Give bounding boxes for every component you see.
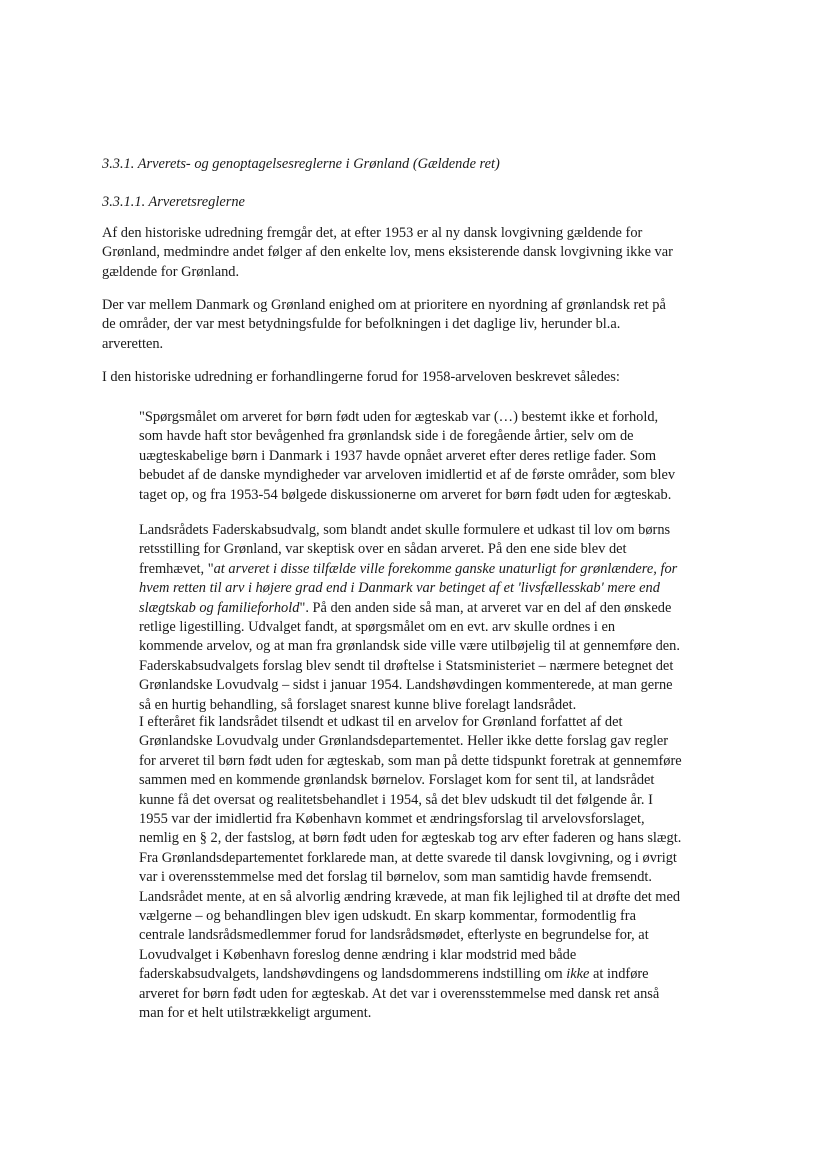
paragraph-2 [102,296,742,354]
text-line: I efteråret fik landsrådet tilsendt et udkast til en arvelov for Grønland forfattet af det [139,714,623,730]
quote-paragraph-1 [139,408,745,505]
text-line: Grønlandske Lovudvalg under Grønlandsdepartementet. Heller ikke dette forslag gav regler [139,733,669,750]
text-line: Grønlandske Lovudvalg – sidst i januar 1954. Landshøvdingen kommenterede, at man gerne [139,677,673,694]
text-line: Faderskabsudvalgets forslag blev sendt til drøftelse i Statsministeriet – nærmere betegnet det [139,657,674,674]
text-line: kommende arvelov, og at man fra grønlandsk side ville være utilbøjelig til at gennemføre den. [139,638,680,655]
text-line: Landsrådets Faderskabsudvalg, som blandt andet skulle formulere et udkast til lov om børns [139,522,671,538]
text-line: Fra Grønlandsdepartementet forklarede man, at dette svarede til dansk lovgivning, og i øvrigt [139,849,677,866]
paragraph-3 [102,368,742,387]
text-line: arveretten. [102,335,164,352]
text-line: taget op, og fra 1953-54 bølgede diskussionerne om arveret for børn født uden for ægteskab. [139,486,672,503]
text-line: bebudet af de danske myndigheder var arveloven imidlertid et af de første områder, som blev [139,467,676,484]
text-run: fremhævet, " [139,560,214,577]
text-line: var i overensstemmelse med det forslag til børnelov, som man samtidig havde fremsendt. [139,869,653,886]
text-line: uægteskabelige børn i Danmark i 1937 havde opnået arveret efter deres retlige fader. Som [139,447,657,464]
paragraph-1 [102,224,742,282]
text-line: nemlig en § 2, der fastslog, at børn født uden for ægteskab tog arv efter faderen og hans slægt. [139,830,682,847]
text-line [139,599,745,618]
quote-paragraph-2 [139,521,745,715]
italic-citation: slægtskab og familieforhold [139,599,300,616]
text-line: 1955 var der imidlertid fra København kommet et ændringsforslag til arvelovsforslaget, [139,811,645,828]
text-line: sammen med en kommende grønlandsk børnelov. Forslaget kom for sent til, at landsrådet [139,772,655,789]
text-line: Der var mellem Danmark og Grønland enighed om at prioritere en nyordning af grønlandsk ret på [102,297,666,313]
italic-citation: at arveret i disse tilfælde ville forekomme ganske unaturligt for grønlændere, for [213,560,678,577]
text-line: retlige ligestilling. Udvalget fandt, at spørgsmålet om en evt. arv skulle ordnes i en [139,619,616,636]
italic-citation: hvem retten til arv i højere grad end i Danmark var betinget af et 'livsfællesskab' mere end [139,580,660,597]
text-line: kunne få det oversat og realitetsbehandlet i 1954, så det blev udskudt til det følgende år. I [139,791,653,808]
text-line: I den historiske udredning er forhandlingerne forud for 1958-arveloven beskrevet således: [102,369,620,385]
text-run: faderskabsudvalgets, landshøvdingens og landsdommerens indstilling om [139,966,567,983]
quote-paragraph-3 [139,713,745,1024]
text-run: ". På den anden side så man, at arveret var en del af den ønskede [299,599,672,616]
text-line: for arveret til børn født uden for ægteskab, som man på dette tidspunkt foretrak at gennemføre [139,752,682,769]
text-line: man for et helt utilstrækkeligt argument. [139,1005,372,1022]
text-line: retsstilling for Grønland, var skeptisk over en sådan arveret. På den ene side blev det [139,541,627,558]
text-line: så en hurtig behandling, så forslaget snarest kunne blive forelagt landsrådet. [139,696,577,713]
text-line: vælgerne – og behandlingen blev igen udskudt. En skarp kommentar, formodentlig fra [139,908,636,925]
text-line [139,965,745,984]
text-line: arveret for børn født uden for ægteskab. At det var i overensstemmelse med dansk ret anså [139,985,660,1002]
text-line: Landsrådet mente, at en så alvorlig ændring krævede, at man fik lejlighed til at drøfte det med [139,888,681,905]
text-line [139,560,745,579]
text-line: de områder, der var mest betydningsfulde for befolkningen i det daglige liv, herunder bl.a. [102,316,621,333]
text-run: at indføre [589,966,649,983]
text-line: Af den historiske udredning fremgår det, at efter 1953 er al ny dansk lovgivning gældende for [102,225,643,241]
text-line: Grønland, medmindre andet følger af den enkelte lov, mens eksisterende dansk lovgivning ikke var [102,244,673,261]
text-line: som havde haft stor bevågenhed fra grønlandsk side i de foregående årtier, selv om de [139,428,634,445]
italic-emphasis: ikke [566,966,590,983]
text-line: Lovudvalget i København foreslog denne ændring i klar modstrid med både [139,946,577,963]
text-line: gældende for Grønland. [102,263,240,280]
text-line: "Spørgsmålet om arveret for børn født uden for ægteskab var (…) bestemt ikke et forhold, [139,409,659,425]
subsection-heading: 3.3.1.1. Arveretsreglerne [102,194,245,210]
section-heading: 3.3.1. Arverets- og genoptagelsesreglerne i Grønland (Gældende ret) [102,156,500,172]
text-line: centrale landsrådsmedlemmer forud for landsrådsmødet, efterlyste en begrundelse for, at [139,927,649,944]
